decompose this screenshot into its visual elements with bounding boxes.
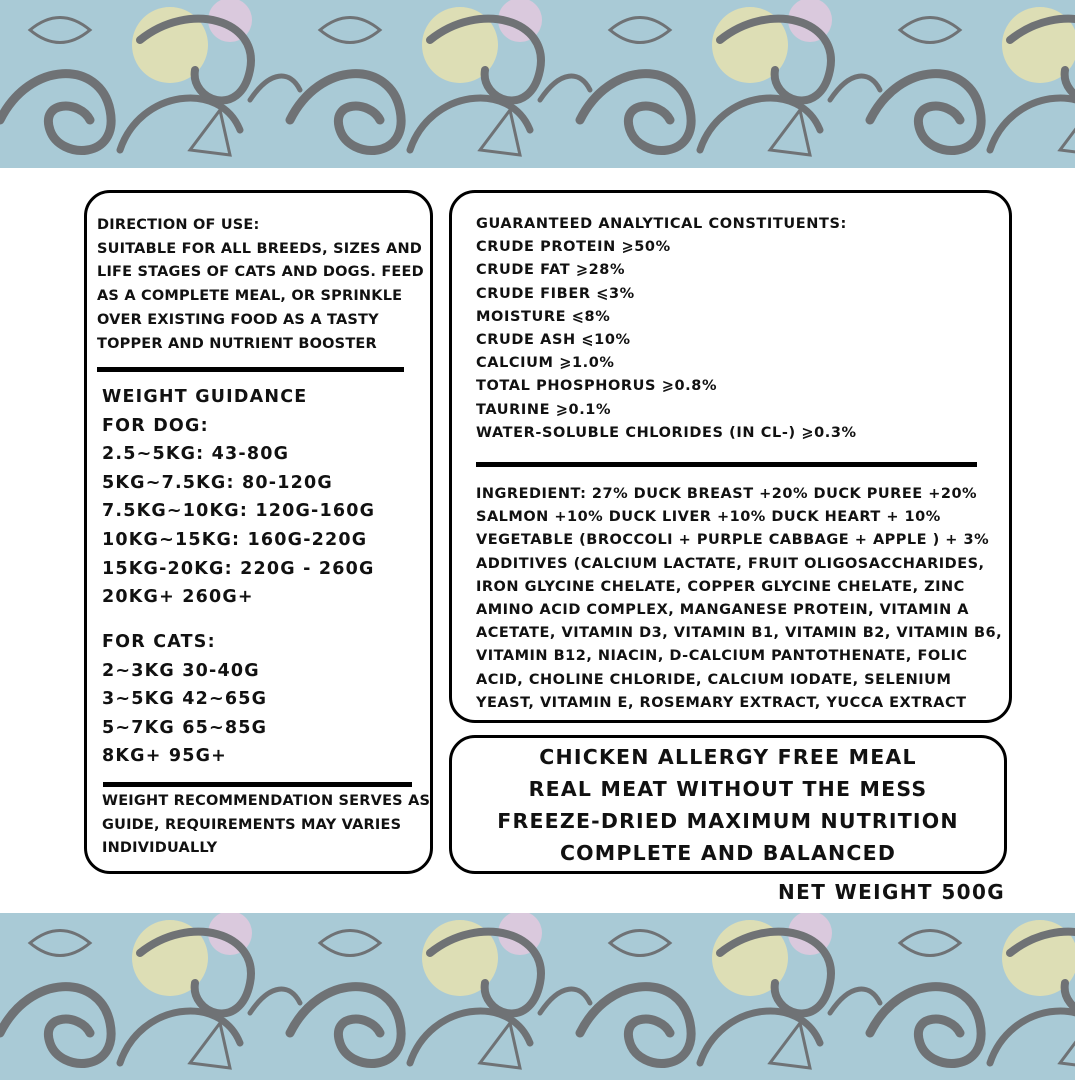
weight-note-block (102, 790, 430, 861)
divider-rule (476, 462, 977, 467)
ingredient-line: IRON GLYCINE CHELATE, COPPER GLYCINE CHELATE, ZINC (476, 578, 965, 595)
floral-pattern-top-art (0, 0, 1075, 168)
ingredient-line: VITAMIN B12, NIACIN, D-CALCIUM PANTOTHENATE, FOLIC (476, 648, 968, 665)
claims-block (449, 741, 1007, 869)
constituent-line: CRUDE FAT ⩾28% (476, 262, 626, 279)
cat-guidance-block (102, 628, 267, 771)
claim-line: REAL MEAT WITHOUT THE MESS (528, 777, 928, 801)
dog-guidance-line: 15KG-20KG: 220G - 260G (102, 558, 375, 579)
constituent-line: WATER-SOLUBLE CHLORIDES (IN CL-) ⩾0.3% (476, 424, 857, 441)
analytical-constituents-block (476, 213, 857, 445)
weight-note-line: GUIDE, REQUIREMENTS MAY VARIES (102, 816, 402, 833)
constituent-line: MOISTURE ⩽8% (476, 308, 611, 325)
floral-pattern-bottom-band (0, 913, 1075, 1080)
dog-guidance-line: 10KG~15KG: 160G-220G (102, 529, 368, 550)
direction-line: LIFE STAGES OF CATS AND DOGS. FEED (97, 264, 424, 281)
claim-line: COMPLETE AND BALANCED (559, 841, 897, 865)
net-weight: NET WEIGHT 500G (778, 880, 1006, 904)
ingredient-line: ACETATE, VITAMIN D3, VITAMIN B1, VITAMIN B2, VITAMIN B6, (476, 625, 1003, 642)
direction-of-use-block (97, 214, 424, 356)
constituent-line: CRUDE PROTEIN ⩾50% (476, 239, 671, 256)
claim-line: FREEZE-DRIED MAXIMUM NUTRITION (497, 809, 959, 833)
cat-guidance-line: 2~3KG 30-40G (102, 660, 260, 681)
divider-rule (97, 367, 404, 372)
constituent-line: CRUDE ASH ⩽10% (476, 332, 631, 349)
constituent-line: TAURINE ⩾0.1% (476, 401, 612, 418)
cat-guidance-line: 3~5KG 42~65G (102, 689, 268, 710)
ingredient-line: YEAST, VITAMIN E, ROSEMARY EXTRACT, YUCCA EXTRACT (476, 694, 967, 711)
claim-line: CHICKEN ALLERGY FREE MEAL (539, 745, 917, 769)
direction-line: AS A COMPLETE MEAL, OR SPRINKLE (97, 288, 403, 305)
ingredient-line: AMINO ACID COMPLEX, MANGANESE PROTEIN, VITAMIN A (476, 602, 969, 619)
floral-pattern-bottom-art (0, 913, 1075, 1080)
cat-heading: FOR CATS: (102, 632, 216, 652)
divider-rule (103, 782, 412, 787)
weight-note-line: INDIVIDUALLY (102, 840, 218, 857)
floral-pattern-top-band (0, 0, 1075, 168)
dog-guidance-line: 20KG+ 260G+ (102, 587, 254, 608)
ingredients-block (476, 483, 1002, 715)
constituent-line: CALCIUM ⩾1.0% (476, 355, 615, 372)
cat-guidance-line: 8KG+ 95G+ (102, 746, 228, 767)
ingredient-line: ADDITIVES (CALCIUM LACTATE, FRUIT OLIGOSACCHARIDES, (476, 555, 985, 572)
ingredient-line: INGREDIENT: 27% DUCK BREAST +20% DUCK PUREE +20% (476, 486, 978, 502)
constituent-line: CRUDE FIBER ⩽3% (476, 285, 635, 302)
direction-line: OVER EXISTING FOOD AS A TASTY (97, 311, 379, 328)
direction-line: TOPPER AND NUTRIENT BOOSTER (97, 335, 377, 352)
weight-note-line: WEIGHT RECOMMENDATION SERVES AS (102, 793, 431, 809)
weight-guidance-block (102, 383, 375, 612)
ingredient-line: ACID, CHOLINE CHLORIDE, CALCIUM IODATE, SELENIUM (476, 671, 952, 688)
analytical-heading: GUARANTEED ANALYTICAL CONSTITUENTS: (476, 216, 847, 232)
direction-heading: DIRECTION OF USE: (97, 217, 260, 233)
cat-guidance-line: 5~7KG 65~85G (102, 717, 268, 738)
dog-guidance-line: 5KG~7.5KG: 80-120G (102, 472, 333, 493)
dog-heading: FOR DOG: (102, 415, 209, 436)
direction-line: SUITABLE FOR ALL BREEDS, SIZES AND (97, 240, 423, 257)
ingredient-line: SALMON +10% DUCK LIVER +10% DUCK HEART + 10% (476, 509, 941, 526)
weight-guidance-heading: WEIGHT GUIDANCE (102, 387, 308, 407)
constituent-line: TOTAL PHOSPHORUS ⩾0.8% (476, 378, 718, 395)
ingredient-line: VEGETABLE (BROCCOLI + PURPLE CABBAGE + APPLE ) + 3% (476, 532, 990, 549)
dog-guidance-line: 7.5KG~10KG: 120G-160G (102, 501, 376, 522)
dog-guidance-line: 2.5~5KG: 43-80G (102, 444, 290, 465)
